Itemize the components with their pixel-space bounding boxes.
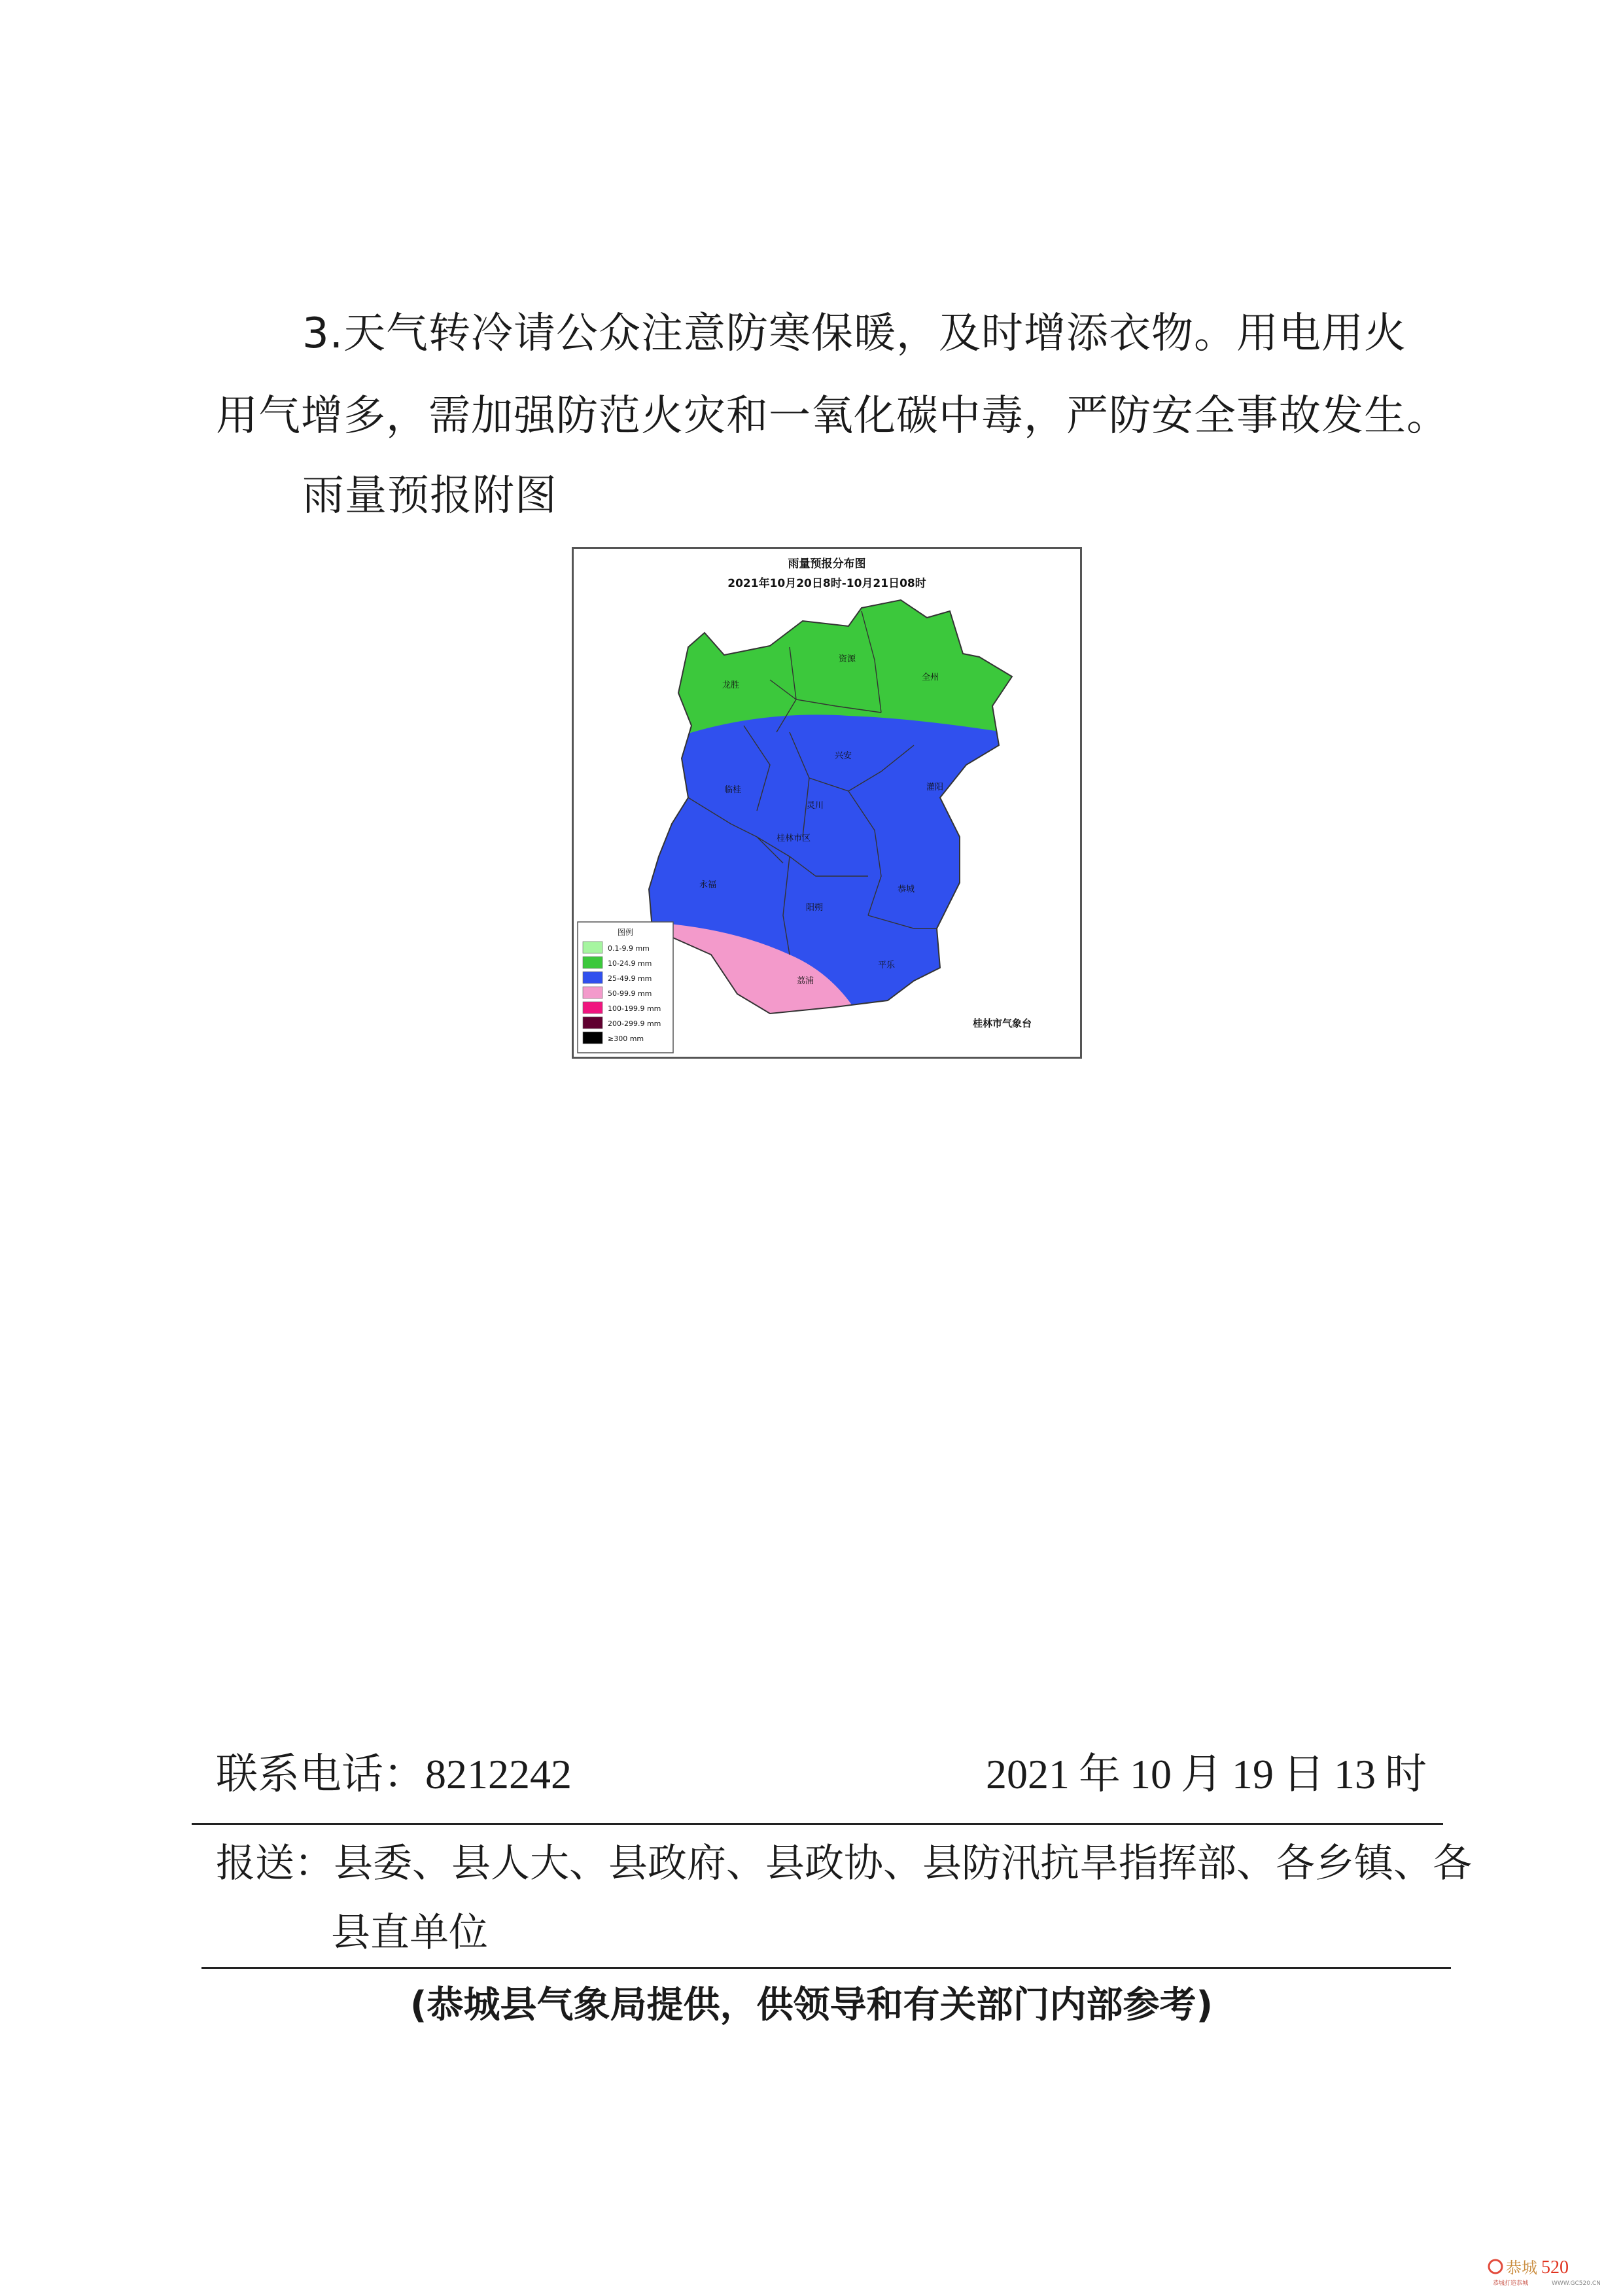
date-year: 2021 [986, 1751, 1070, 1797]
legend-title: 图例 [617, 928, 634, 937]
watermark-number: 520 [1541, 2257, 1569, 2278]
label-yangshuo: 阳朔 [805, 903, 824, 913]
label-longsheng: 龙胜 [722, 680, 740, 690]
legend-swatch [583, 972, 602, 983]
date-day: 19 [1232, 1751, 1274, 1797]
label-guanyang: 灌阳 [926, 783, 944, 792]
legend-swatch [583, 1032, 602, 1044]
legend-swatch [583, 987, 602, 998]
label-yongfu: 永福 [699, 880, 717, 890]
footer-divider-bottom [201, 1967, 1451, 1969]
watermark-tagline: 恭城打造恭城 [1493, 2280, 1529, 2287]
legend-label: 100-199.9 mm [608, 1004, 661, 1013]
distribution-line-2: 县直单位 [331, 1910, 488, 1956]
label-pingle: 平乐 [877, 961, 896, 970]
watermark-url: WWW.GC520.CN [1552, 2280, 1601, 2287]
legend-swatch [583, 957, 602, 968]
date-month: 10 [1130, 1751, 1172, 1797]
date-hour-unit: 时 [1385, 1750, 1427, 1799]
map-issuer: 桂林市气象台 [972, 1017, 1032, 1029]
legend-label: 25-49.9 mm [608, 974, 652, 983]
label-lingui: 临桂 [724, 785, 742, 795]
issue-date [986, 1750, 1427, 1799]
legend-swatch [583, 1002, 602, 1014]
rainfall-forecast-map [572, 547, 1082, 1059]
date-day-unit: 日 [1283, 1750, 1325, 1799]
legend-label: ≥300 mm [608, 1034, 644, 1043]
label-gongcheng: 恭城 [897, 885, 915, 894]
map-title: 雨量预报分布图 [788, 557, 866, 571]
label-guilin: 桂林市区 [776, 834, 811, 843]
logo-swirl-icon [1489, 2260, 1502, 2273]
watermark-brand: 恭城 [1506, 2259, 1537, 2277]
map-period: 2021年10月20日8时-10月21日08时 [727, 577, 926, 590]
date-hour: 13 [1334, 1751, 1376, 1797]
legend-label: 0.1-9.9 mm [608, 944, 650, 953]
map-legend [578, 922, 673, 1053]
label-quanzhou: 全州 [921, 673, 939, 682]
legend-label: 200-299.9 mm [608, 1019, 661, 1028]
gc520-watermark-logo [1486, 2251, 1617, 2290]
contact-phone [216, 1750, 572, 1799]
phone-label: 联系电话： [216, 1750, 425, 1799]
paragraph-line-2: 用气增多，需加强防范火灾和一氧化碳中毒，严防安全事故发生。 [216, 392, 1449, 440]
reference-note: (恭城县气象局提供，供领导和有关部门内部参考) [410, 1984, 1213, 2026]
figure-caption: 雨量预报附图 [302, 472, 557, 520]
footer-divider-top [192, 1823, 1443, 1825]
distribution-line-1: 报送：县委、县人大、县政府、县政协、县防汛抗旱指挥部、各乡镇、各 [216, 1841, 1472, 1886]
legend-label: 10-24.9 mm [608, 959, 652, 968]
phone-number: 8212242 [425, 1751, 572, 1797]
legend-label: 50-99.9 mm [608, 989, 652, 998]
legend-swatch [583, 942, 602, 953]
label-lipu: 荔浦 [796, 976, 814, 986]
label-lingchuan: 灵川 [806, 801, 824, 811]
paragraph-line-1: 3.天气转冷请公众注意防寒保暖，及时增添衣物。用电用火 [302, 309, 1407, 358]
label-ziyuan: 资源 [838, 654, 856, 664]
date-year-unit: 年 [1079, 1750, 1121, 1799]
label-xingan: 兴安 [834, 751, 852, 761]
legend-swatch [583, 1017, 602, 1029]
date-month-unit: 月 [1181, 1750, 1223, 1799]
map-canvas [574, 549, 1080, 1057]
